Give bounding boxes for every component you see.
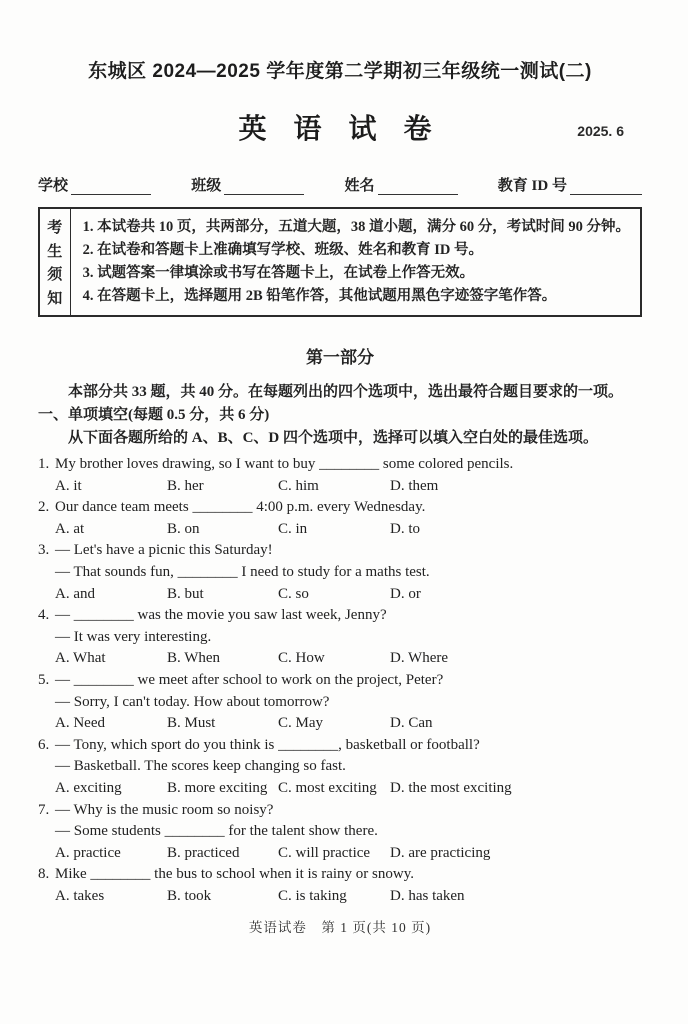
paper-title-row bbox=[38, 107, 642, 149]
notice-item: 1. 本试卷共 10 页，共两部分，五道大题，38 道小题，满分 60 分，考试时间 90 分钟。 bbox=[82, 219, 630, 235]
option: D. Can bbox=[390, 715, 433, 732]
option: C. will practice bbox=[278, 844, 371, 861]
name-blank-line bbox=[378, 179, 458, 195]
option: A. practice bbox=[55, 844, 121, 861]
option: C. May bbox=[278, 715, 323, 732]
edu-id-field bbox=[498, 174, 642, 195]
option: B. on bbox=[167, 520, 200, 537]
edu-id-label: 教育 ID 号 bbox=[497, 178, 567, 194]
question-first-line bbox=[38, 497, 642, 519]
option: C. him bbox=[278, 477, 319, 494]
question-first-line bbox=[38, 800, 642, 822]
question-text: — That sounds fun, ________ I need to study for a maths test. bbox=[55, 563, 430, 580]
options-row bbox=[38, 519, 642, 541]
question-number: 1. bbox=[38, 456, 50, 472]
question-first-line bbox=[38, 540, 642, 562]
name-field bbox=[345, 174, 458, 195]
notice-side-char: 知 bbox=[47, 290, 63, 307]
question-number: 8. bbox=[38, 866, 50, 883]
question-first-line bbox=[38, 454, 642, 476]
question-first-line bbox=[38, 735, 642, 757]
options-row bbox=[38, 584, 642, 606]
student-info-row bbox=[38, 173, 642, 195]
question-list bbox=[38, 454, 642, 907]
class-field bbox=[191, 174, 304, 195]
class-blank-line bbox=[224, 179, 304, 195]
question-first-line bbox=[38, 605, 642, 627]
school-label: 学校 bbox=[38, 178, 69, 194]
question-text: — Why is the music room so noisy? bbox=[55, 801, 274, 818]
question-text: Mike ________ the bus to school when it is rainy or snowy. bbox=[55, 866, 414, 883]
option: B. but bbox=[167, 585, 204, 602]
option: B. Must bbox=[167, 715, 216, 732]
option: C. in bbox=[278, 520, 308, 537]
option: A. and bbox=[55, 585, 95, 602]
question-text: Our dance team meets ________ 4:00 p.m. every Wednesday. bbox=[55, 499, 426, 516]
part-title: 第一部分 bbox=[306, 348, 374, 367]
option: B. more exciting bbox=[167, 779, 268, 796]
option: A. takes bbox=[55, 887, 105, 904]
notice-item: 4. 在答题卡上，选择题用 2B 铅笔作答，其他试题用黑色字迹签字笔作答。 bbox=[82, 288, 557, 304]
question-number: 6. bbox=[38, 736, 50, 753]
option: D. are practicing bbox=[390, 844, 491, 861]
question-text: — Tony, which sport do you think is ________, basketball or football? bbox=[55, 736, 480, 753]
options-row bbox=[38, 648, 642, 670]
question-6 bbox=[38, 735, 642, 800]
notice-items bbox=[71, 209, 640, 315]
name-label: 姓名 bbox=[344, 178, 375, 194]
exam-date: 2025. 6 bbox=[577, 123, 624, 139]
notice-item: 2. 在试卷和答题卡上准确填写学校、班级、姓名和教育 ID 号。 bbox=[82, 242, 483, 258]
options-row bbox=[38, 778, 642, 800]
options-row bbox=[38, 476, 642, 498]
question-4 bbox=[38, 605, 642, 670]
question-text: — ________ was the movie you saw last week, Jenny? bbox=[55, 607, 387, 624]
option: A. What bbox=[55, 650, 106, 667]
question-first-line bbox=[38, 864, 642, 886]
question-number: 2. bbox=[38, 499, 50, 516]
options-row bbox=[38, 713, 642, 735]
option: D. them bbox=[390, 477, 439, 494]
question-number: 4. bbox=[38, 607, 50, 624]
notice-side-char: 生 bbox=[47, 243, 63, 260]
notice-side-char: 须 bbox=[47, 267, 63, 284]
page-title: 东城区 2024—2025 学年度第二学期初三年级统一测试(二) bbox=[88, 61, 592, 82]
option: D. or bbox=[390, 585, 421, 602]
section-heading: 一、单项填空(每题 0.5 分，共 6 分) bbox=[38, 407, 270, 423]
question-text: — Basketball. The scores keep changing so fast. bbox=[55, 758, 346, 775]
option: A. exciting bbox=[55, 779, 122, 796]
option: D. to bbox=[390, 520, 420, 537]
part-intro: 本部分共 33 题，共 40 分。在每题列出的四个选项中，选出最符合题目要求的一项。 bbox=[68, 384, 624, 400]
question-text: — Some students ________ for the talent show there. bbox=[55, 823, 378, 840]
question-text: — Let's have a picnic this Saturday! bbox=[55, 542, 273, 559]
school-field bbox=[38, 174, 151, 195]
question-1 bbox=[38, 454, 642, 497]
question-7 bbox=[38, 800, 642, 865]
edu-id-blank-line bbox=[570, 179, 642, 195]
question-text: My brother loves drawing, so I want to buy ________ some colored pencils. bbox=[55, 456, 514, 472]
question-3 bbox=[38, 540, 642, 605]
option: C. is taking bbox=[278, 887, 347, 904]
page-footer: 英语试卷 第 1 页(共 10 页) bbox=[248, 920, 432, 936]
option: A. Need bbox=[55, 715, 105, 732]
option: B. her bbox=[167, 477, 204, 494]
school-blank-line bbox=[71, 179, 151, 195]
option: D. the most exciting bbox=[390, 779, 512, 796]
notice-item: 3. 试题答案一律填涂或书写在答题卡上，在试卷上作答无效。 bbox=[82, 265, 475, 281]
option: B. took bbox=[167, 887, 212, 904]
option: A. it bbox=[55, 477, 82, 494]
options-row bbox=[38, 886, 642, 908]
notice-box bbox=[38, 207, 642, 317]
question-number: 5. bbox=[38, 671, 50, 688]
question-8 bbox=[38, 864, 642, 907]
option: D. Where bbox=[390, 650, 449, 667]
section-instruction: 从下面各题所给的 A、B、C、D 四个选项中，选择可以填入空白处的最佳选项。 bbox=[68, 430, 599, 446]
option: C. How bbox=[278, 650, 325, 667]
question-2 bbox=[38, 497, 642, 540]
paper-title: 英 语 试 卷 bbox=[238, 114, 442, 145]
option: B. When bbox=[167, 650, 221, 667]
class-label: 班级 bbox=[191, 178, 222, 194]
question-text: — ________ we meet after school to work on the project, Peter? bbox=[55, 671, 444, 688]
question-number: 3. bbox=[38, 542, 50, 559]
option: C. so bbox=[278, 585, 309, 602]
option: C. most exciting bbox=[278, 779, 377, 796]
option: D. has taken bbox=[390, 887, 465, 904]
option: A. at bbox=[55, 520, 85, 537]
question-text: — Sorry, I can't today. How about tomorrow? bbox=[55, 693, 330, 710]
question-number: 7. bbox=[38, 801, 50, 818]
notice-side-char: 考 bbox=[47, 220, 63, 237]
question-first-line bbox=[38, 670, 642, 692]
question-5 bbox=[38, 670, 642, 735]
options-row bbox=[38, 843, 642, 865]
notice-side-label bbox=[40, 209, 71, 315]
option: B. practiced bbox=[167, 844, 240, 861]
question-text: — It was very interesting. bbox=[55, 628, 212, 645]
